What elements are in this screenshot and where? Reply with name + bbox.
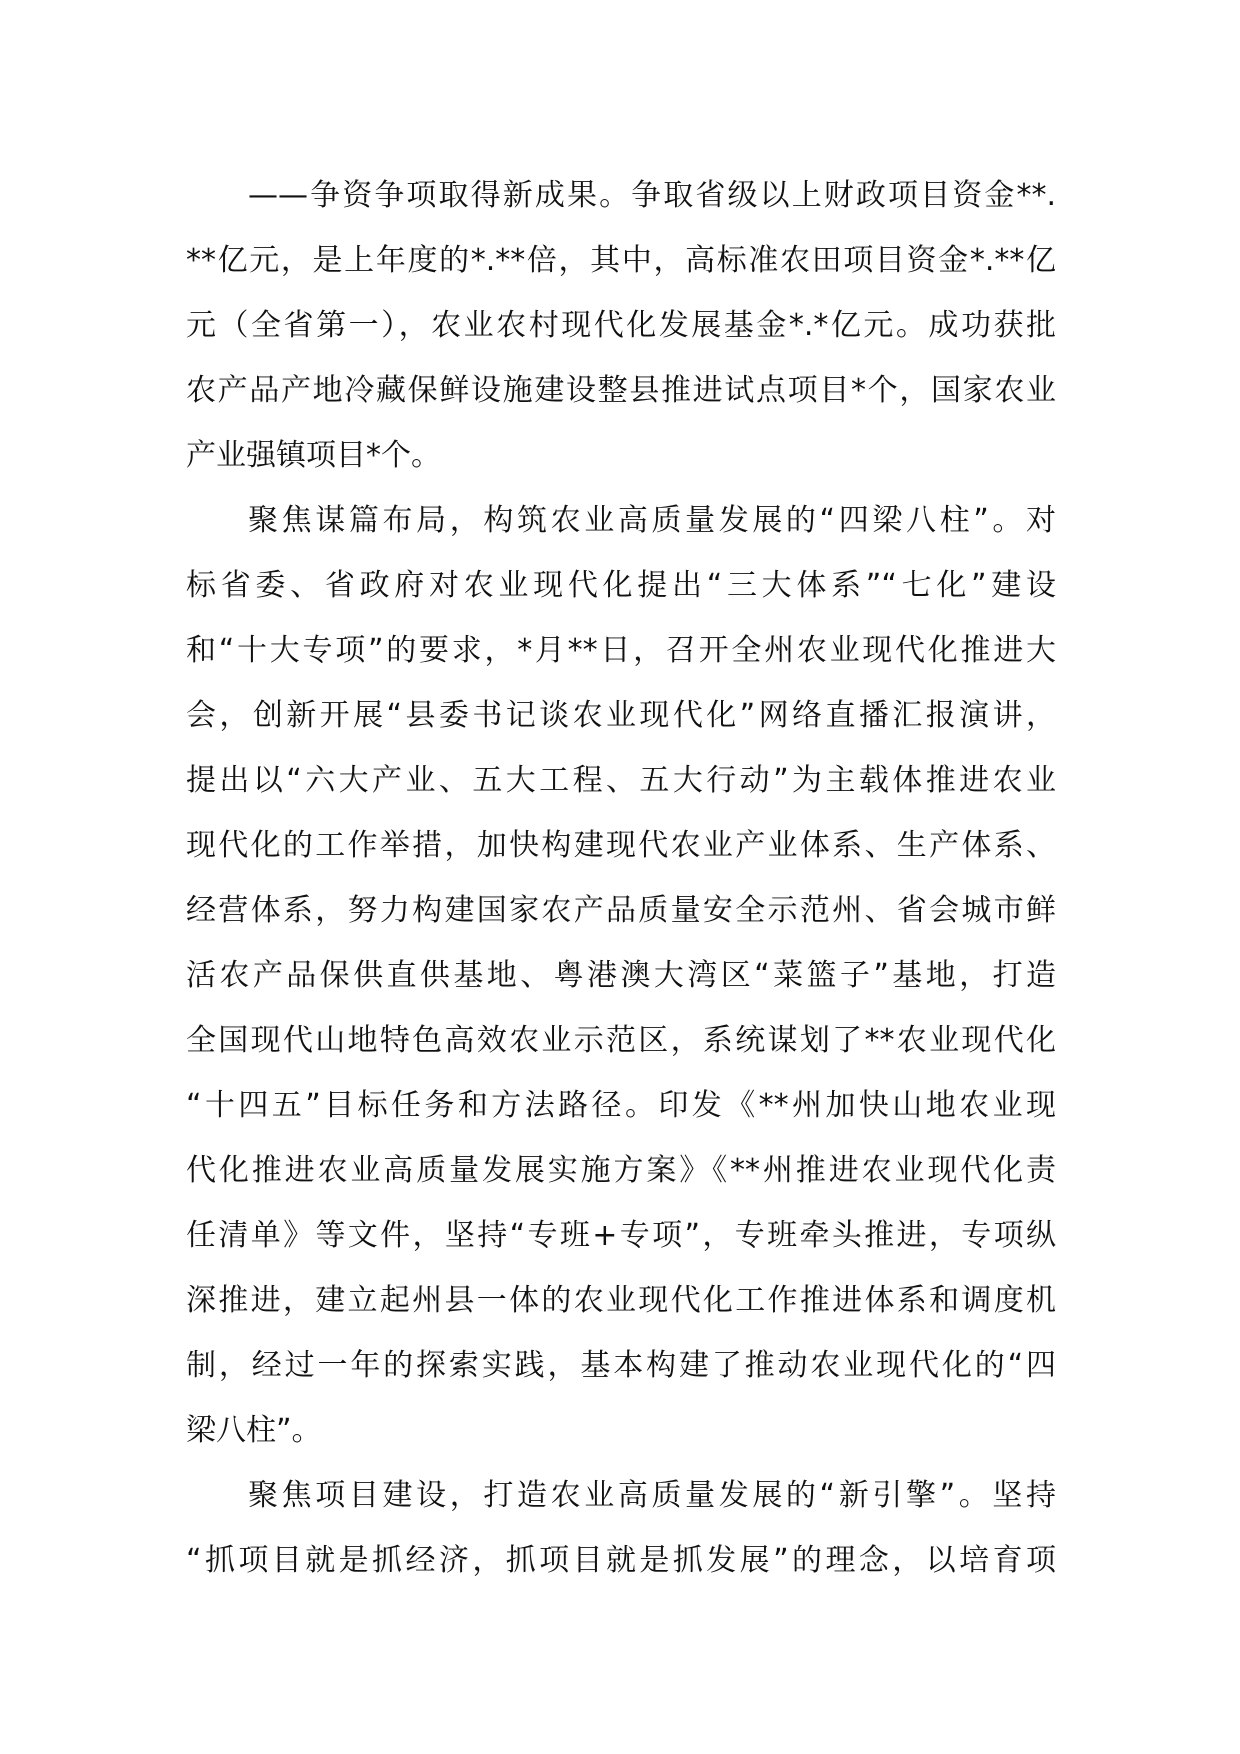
- text-line: 活农产品保供直供基地、粤港澳大湾区“菜篮子”基地，打造: [186, 958, 1056, 993]
- text-line: 经营体系，努力构建国家农产品质量安全示范州、省会城市鲜: [186, 893, 1056, 928]
- text-line: 元（全省第一），农业农村现代化发展基金*.*亿元。成功获批: [186, 308, 1056, 343]
- text-line: 产业强镇项目*个。: [186, 438, 441, 473]
- text-line: **亿元，是上年度的*.**倍，其中，高标准农田项目资金*.**亿: [186, 243, 1056, 278]
- paragraph-planning-layout: [186, 488, 1056, 1463]
- text-line: 聚焦项目建设，打造农业高质量发展的“新引擎”。坚持: [248, 1478, 1056, 1513]
- text-line: 提出以“六大产业、五大工程、五大行动”为主载体推进农业: [186, 763, 1056, 798]
- text-line: 梁八柱”。: [186, 1413, 322, 1448]
- text-line: “抓项目就是抓经济，抓项目就是抓发展”的理念，以培育项: [186, 1543, 1056, 1578]
- text-line: 全国现代山地特色高效农业示范区，系统谋划了**农业现代化: [186, 1023, 1056, 1058]
- text-line: 现代化的工作举措，加快构建现代农业产业体系、生产体系、: [186, 828, 1056, 863]
- text-line: 和“十大专项”的要求，*月**日，召开全州农业现代化推进大: [186, 633, 1056, 668]
- paragraph-funding-results: [186, 163, 1056, 488]
- text-line: ——争资争项取得新成果。争取省级以上财政项目资金**.: [248, 178, 1056, 213]
- text-line: 任清单》等文件，坚持“专班+专项”，专班牵头推进，专项纵: [186, 1218, 1056, 1253]
- document-body: [186, 163, 1056, 1593]
- text-line: “十四五”目标任务和方法路径。印发《**州加快山地农业现: [186, 1088, 1056, 1123]
- text-line: 代化推进农业高质量发展实施方案》《**州推进农业现代化责: [186, 1153, 1056, 1188]
- text-line: 会，创新开展“县委书记谈农业现代化”网络直播汇报演讲，: [186, 698, 1056, 733]
- text-line: 聚焦谋篇布局，构筑农业高质量发展的“四梁八柱”。对: [248, 503, 1056, 538]
- paragraph-project-construction: [186, 1463, 1056, 1593]
- text-line: 农产品产地冷藏保鲜设施建设整县推进试点项目*个，国家农业: [186, 373, 1056, 408]
- text-line: 深推进，建立起州县一体的农业现代化工作推进体系和调度机: [186, 1283, 1056, 1318]
- text-line: 标省委、省政府对农业现代化提出“三大体系”“七化”建设: [186, 568, 1056, 603]
- text-line: 制，经过一年的探索实践，基本构建了推动农业现代化的“四: [186, 1348, 1056, 1383]
